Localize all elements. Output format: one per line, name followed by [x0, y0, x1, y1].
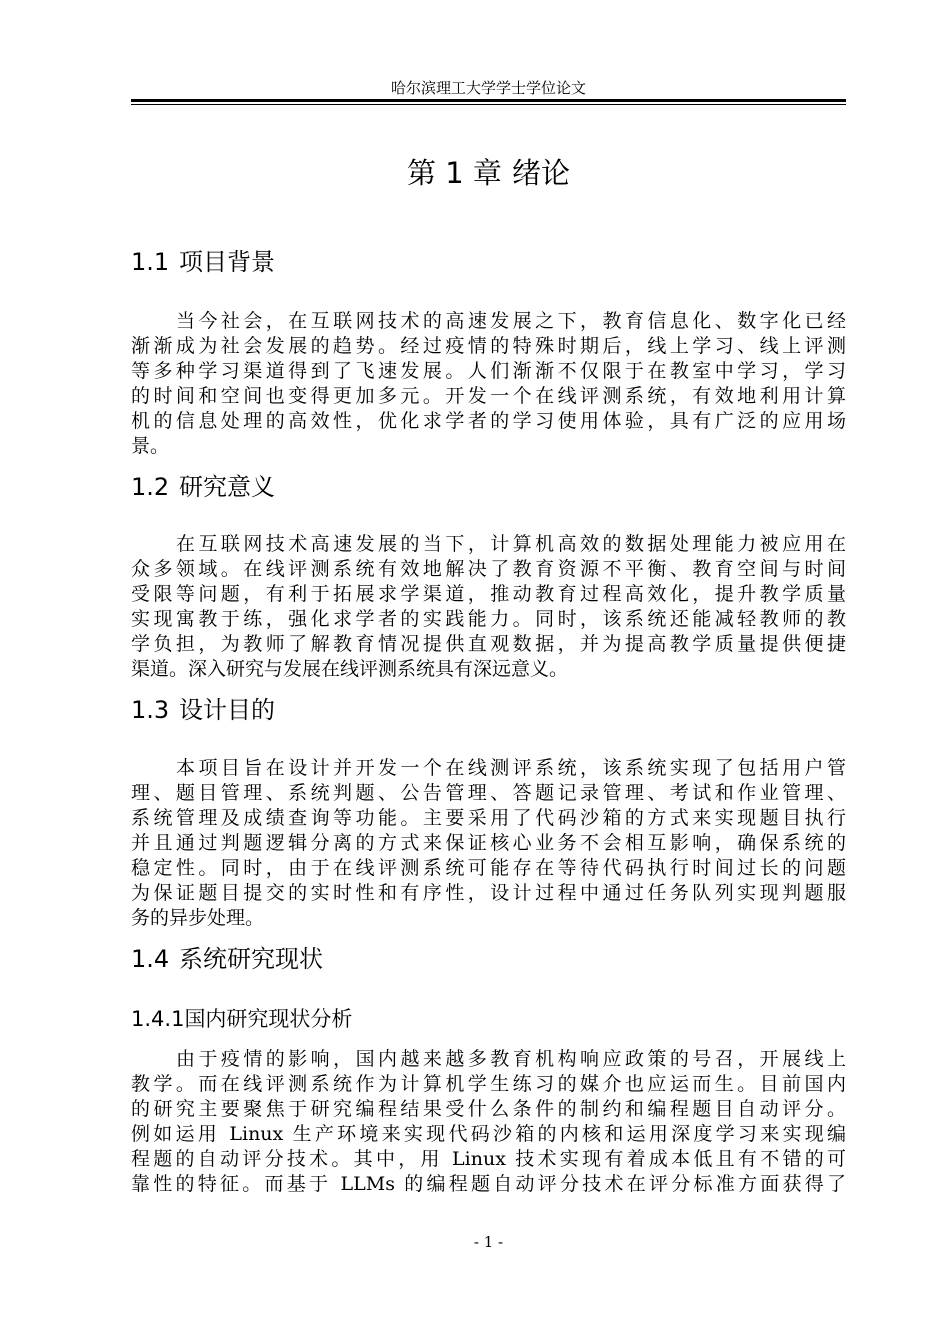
text-line: 机的信息处理的高效性，优化求学者的学习使用体验，具有广泛的应用场: [131, 410, 846, 432]
text-line: 靠性的特征。而基于 LLMs 的编程题自动评分技术在评分标准方面获得了: [131, 1173, 846, 1195]
section-title: 设计目的: [179, 696, 275, 724]
text-line: 系统管理及成绩查询等功能。主要采用了代码沙箱的方式来实现题目执行: [131, 807, 846, 829]
text-line: 并且通过判题逻辑分离的方式来保证核心业务不会相互影响，确保系统的: [131, 832, 846, 854]
text-line: 学负担，为教师了解教育情况提供直观数据，并为提高教学质量提供便捷: [131, 633, 846, 655]
paragraph-research-significance: [131, 532, 846, 682]
paragraph-project-background: [131, 309, 846, 459]
text-line: 程题的自动评分技术。其中，用 Linux 技术实现有着成本低且有不错的可: [131, 1148, 846, 1170]
section-title: 项目背景: [179, 248, 275, 276]
text-line: 务的异步处理。: [131, 907, 265, 929]
section-number: 1.1: [131, 248, 170, 276]
section-heading-1-1: [131, 246, 275, 278]
chapter-title: [131, 153, 846, 193]
text-line: 理、题目管理、系统判题、公告管理、答题记录管理、考试和作业管理、: [131, 782, 846, 804]
text-line: 例如运用 Linux 生产环境来实现代码沙箱的内核和运用深度学习来实现编: [131, 1123, 846, 1145]
paragraph-domestic-research: [131, 1047, 846, 1197]
chapter-number: 第 1 章: [407, 156, 502, 190]
section-number: 1.2: [131, 473, 170, 501]
header-rule-thin: [131, 104, 846, 105]
text-line: 景。: [131, 435, 170, 457]
text-line: 的时间和空间也变得更加多元。开发一个在线评测系统，有效地利用计算: [131, 385, 846, 407]
subsection-title: 国内研究现状分析: [184, 1007, 353, 1031]
paragraph-design-purpose: [131, 756, 846, 931]
text-line: 由于疫情的影响，国内越来越多教育机构响应政策的号召，开展线上: [176, 1048, 846, 1070]
text-line: 的研究主要聚焦于研究编程结果受什么条件的制约和编程题目自动评分。: [131, 1098, 846, 1120]
text-line: 稳定性。同时，由于在线评测系统可能存在等待代码执行时间过长的问题: [131, 857, 846, 879]
header-rule-thick: [131, 99, 846, 102]
text-line: 渠道。深入研究与发展在线评测系统具有深远意义。: [131, 658, 569, 680]
section-heading-1-2: [131, 471, 275, 503]
section-heading-1-4: [131, 943, 323, 975]
section-title: 研究意义: [179, 473, 275, 501]
text-line: 受限等问题，有利于拓展求学渠道，推动教育过程高效化，提升教学质量: [131, 583, 846, 605]
text-line: 为保证题目提交的实时性和有序性，设计过程中通过任务队列实现判题服: [131, 882, 846, 904]
section-number: 1.4: [131, 945, 170, 973]
text-line: 当今社会，在互联网技术的高速发展之下，教育信息化、数字化已经: [176, 310, 846, 332]
text-line: 本项目旨在设计并开发一个在线测评系统，该系统实现了包括用户管: [176, 757, 846, 779]
text-line: 教学。而在线评测系统作为计算机学生练习的媒介也应运而生。目前国内: [131, 1073, 846, 1095]
text-line: 等多种学习渠道得到了飞速发展。人们渐渐不仅限于在教室中学习，学习: [131, 360, 846, 382]
running-header: 哈尔滨理工大学学士学位论文: [390, 79, 586, 97]
text-line: 在互联网技术高速发展的当下，计算机高效的数据处理能力被应用在: [176, 533, 846, 555]
section-title: 系统研究现状: [179, 945, 323, 973]
text-line: 实现寓教于练，强化求学者的实践能力。同时，该系统还能减轻教师的教: [131, 608, 846, 630]
text-line: 渐渐成为社会发展的趋势。经过疫情的特殊时期后，线上学习、线上评测: [131, 335, 846, 357]
section-number: 1.3: [131, 696, 170, 724]
subsection-number: 1.4.1: [131, 1007, 185, 1031]
section-heading-1-3: [131, 694, 275, 726]
page-number: - 1 -: [473, 1233, 504, 1251]
chapter-name: 绪论: [511, 156, 570, 190]
subsection-heading-1-4-1: [131, 1004, 352, 1034]
text-line: 众多领域。在线评测系统有效地解决了教育资源不平衡、教育空间与时间: [131, 558, 846, 580]
